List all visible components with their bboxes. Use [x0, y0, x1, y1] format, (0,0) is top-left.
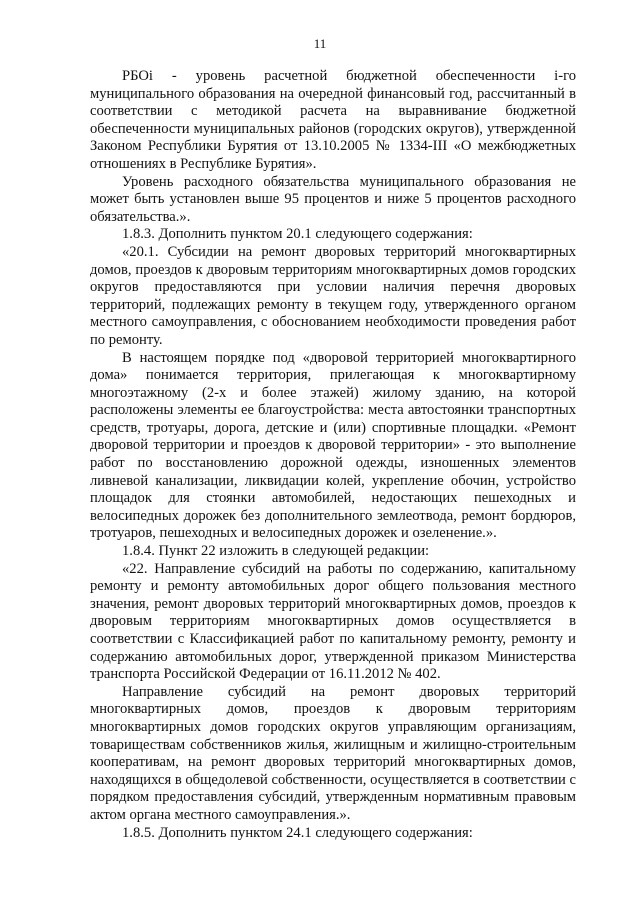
- paragraph-obligation-level: Уровень расходного обязательства муниципального образования не может быть установлен выше 95 процентов и ниже 5 процентов расходного обязательства.».: [90, 173, 576, 225]
- paragraph-subsidy-direction: Направление субсидий на ремонт дворовых территорий многоквартирных домов, проездов к дворовым территориям многоквартирных домов городских округов управляющим организациям, товариществам собственников жилья, жилищным и жилищно-строительным кооперативам, на ремонт дворовых территорий многоквартирных домов, находящихся в общедолевой собственности, осуществляется в соответствии с порядком предоставления субсидий, утвержденным нормативным правовым актом органа местного самоуправления.».: [90, 683, 576, 823]
- paragraph-item-1-8-5: 1.8.5. Дополнить пунктом 24.1 следующего содержания:: [122, 824, 473, 841]
- paragraph-clause-22: «22. Направление субсидий на работы по содержанию, капитальному ремонту и ремонту автомобильных дорог общего пользования местного значения, ремонт дворовых территорий многоквартирных домов, проездов к дворовым территориям многоквартирных домов осуществляется в соответствии с Классификацией работ по капитальному ремонту, ремонту и содержанию автомобильных дорог, утвержденной приказом Министерства транспорта Российской Федерации от 16.11.2012 № 402.: [90, 560, 576, 683]
- paragraph-item-1-8-4: 1.8.4. Пункт 22 изложить в следующей редакции:: [122, 543, 430, 560]
- paragraph-rboi-definition: РБОi - уровень расчетной бюджетной обеспеченности i-го муниципального образования на очередной финансовый год, рассчитанный в соответствии с методикой расчета на выравнивание бюджетной обеспеченности муниципальных районов (городских округов), утвержденной Законом Республики Бурятия от 13.10.2005 № 1334-III «О межбюджетных отношениях в Республике Бурятия».: [90, 68, 576, 172]
- paragraph-yard-territory-definition: В настоящем порядке под «дворовой территорией многоквартирного дома» понимается территория, прилегающая к многоквартирному многоэтажному (2-х и более этажей) жилому зданию, на которой расположены элементы ее благоустройства: места автостоянки транспортных средств, тротуары, дорога, детские и (или) спортивные площадки. «Ремонт дворовой территории и проездов к дворовой территории» - это выполнение работ по восстановлению дорожной одежды, изношенных элементов ливневой канализации, ликвидации колей, укрепление обочин, устройство площадок для стоянки автомобилей, недостающих пешеходных и велосипедных дорожек без дополнительного землеотвода, ремонт бордюров, тротуаров, пешеходных и велосипедных дорожек и озеленение.».: [90, 349, 576, 542]
- page-number: 11: [313, 36, 327, 51]
- document-body: [90, 68, 576, 842]
- paragraph-item-1-8-3: 1.8.3. Дополнить пунктом 20.1 следующего содержания:: [122, 226, 473, 243]
- paragraph-clause-20-1: «20.1. Субсидии на ремонт дворовых территорий многоквартирных домов, проездов к дворовым территориям многоквартирных домов городских округов предоставляются при условии наличия перечня дворовых территорий, подлежащих ремонту в текущем году, утвержденного органом местного самоуправления, с обоснованием необходимости проведения работ по ремонту.: [90, 243, 576, 348]
